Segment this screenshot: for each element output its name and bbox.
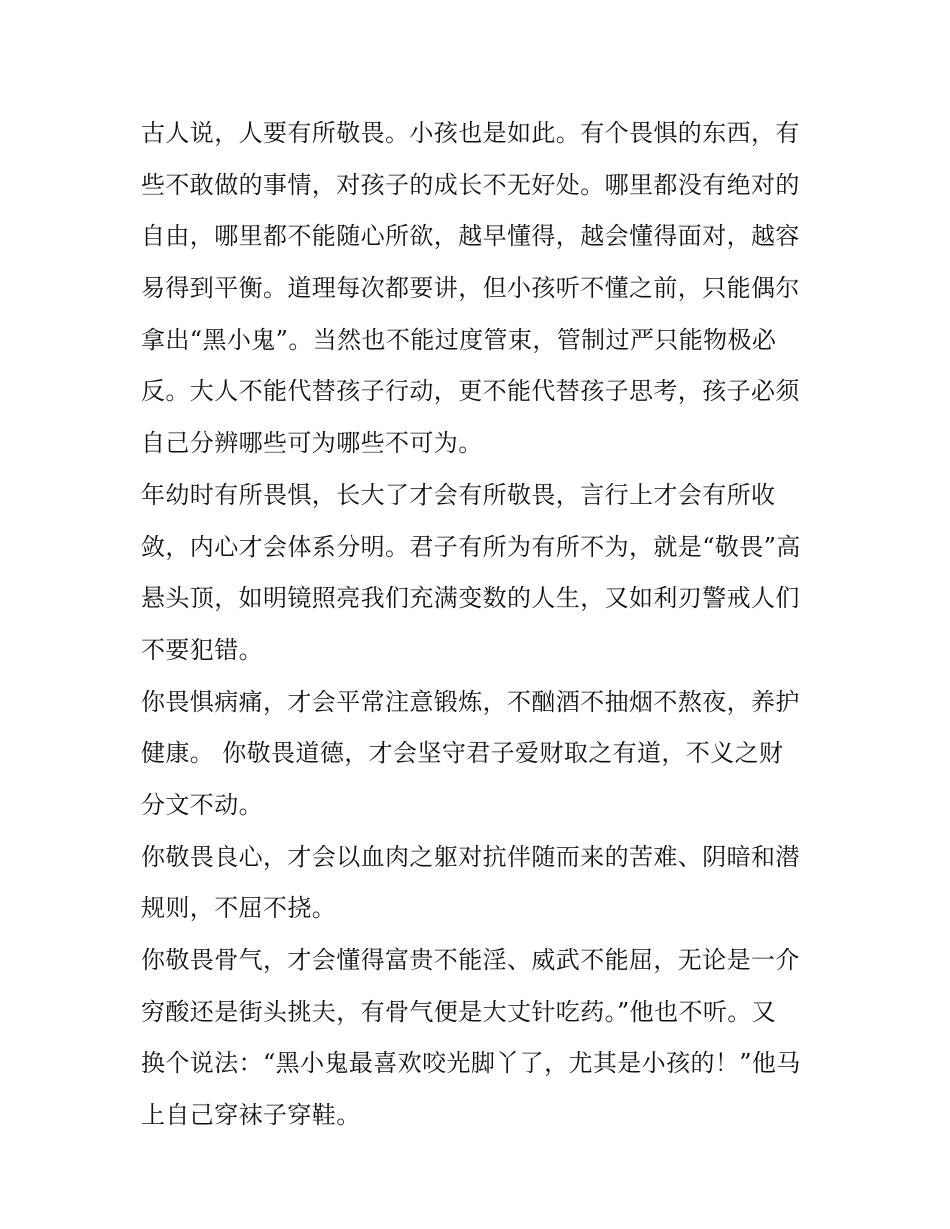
- text-line: 些不敢做的事情，对孩子的成长不无好处。哪里都没有绝对的: [141, 170, 800, 199]
- document-body: [141, 108, 821, 1142]
- text-line: 不要犯错。: [141, 635, 263, 664]
- text-line: 你畏惧病痛，才会平常注意锻炼，不酗酒不抽烟不熬夜，养护: [141, 687, 800, 716]
- text-line: 拿出“黑小鬼”。当然也不能过度管束，管制过严只能物极必: [141, 325, 777, 354]
- text-line: 反。大人不能代替孩子行动，更不能代替孩子思考，孩子必须: [141, 377, 800, 406]
- text-line: 穷酸还是街头挑夫，有骨气便是大丈针吃药。”他也不听。又: [141, 997, 777, 1026]
- text-line: 上自己穿袜子穿鞋。: [141, 1101, 361, 1130]
- text-line: 健康。 你敬畏道德，才会坚守君子爱财取之有道，不义之财: [141, 739, 784, 768]
- text-line: 自由，哪里都不能随心所欲，越早懂得，越会懂得面对，越容: [141, 222, 800, 251]
- text-line: 古人说，人要有所敬畏。小孩也是如此。有个畏惧的东西，有: [141, 119, 800, 147]
- text-line: 敛，内心才会体系分明。君子有所为有所不为，就是“敬畏”高: [141, 532, 801, 561]
- text-line: 自己分辨哪些可为哪些不可为。: [141, 429, 483, 458]
- text-line: 换个说法：“黑小鬼最喜欢咬光脚丫了，尤其是小孩的！”他马: [141, 1049, 801, 1078]
- text-line: 易得到平衡。道理每次都要讲，但小孩听不懂之前，只能偶尔: [141, 274, 800, 303]
- text-line: 你敬畏骨气，才会懂得富贵不能淫、威武不能屈，无论是一介: [141, 946, 800, 974]
- text-line: 规则，不屈不挠。: [141, 894, 337, 923]
- text-line: 悬头顶，如明镜照亮我们充满变数的人生，又如利刃警戒人们: [141, 584, 800, 613]
- text-line: 年幼时有所畏惧，长大了才会有所敬畏，言行上才会有所收: [141, 480, 776, 509]
- text-line: 分文不动。: [141, 790, 263, 819]
- text-line: 你敬畏良心，才会以血肉之躯对抗伴随而来的苦难、阴暗和潜: [141, 842, 800, 871]
